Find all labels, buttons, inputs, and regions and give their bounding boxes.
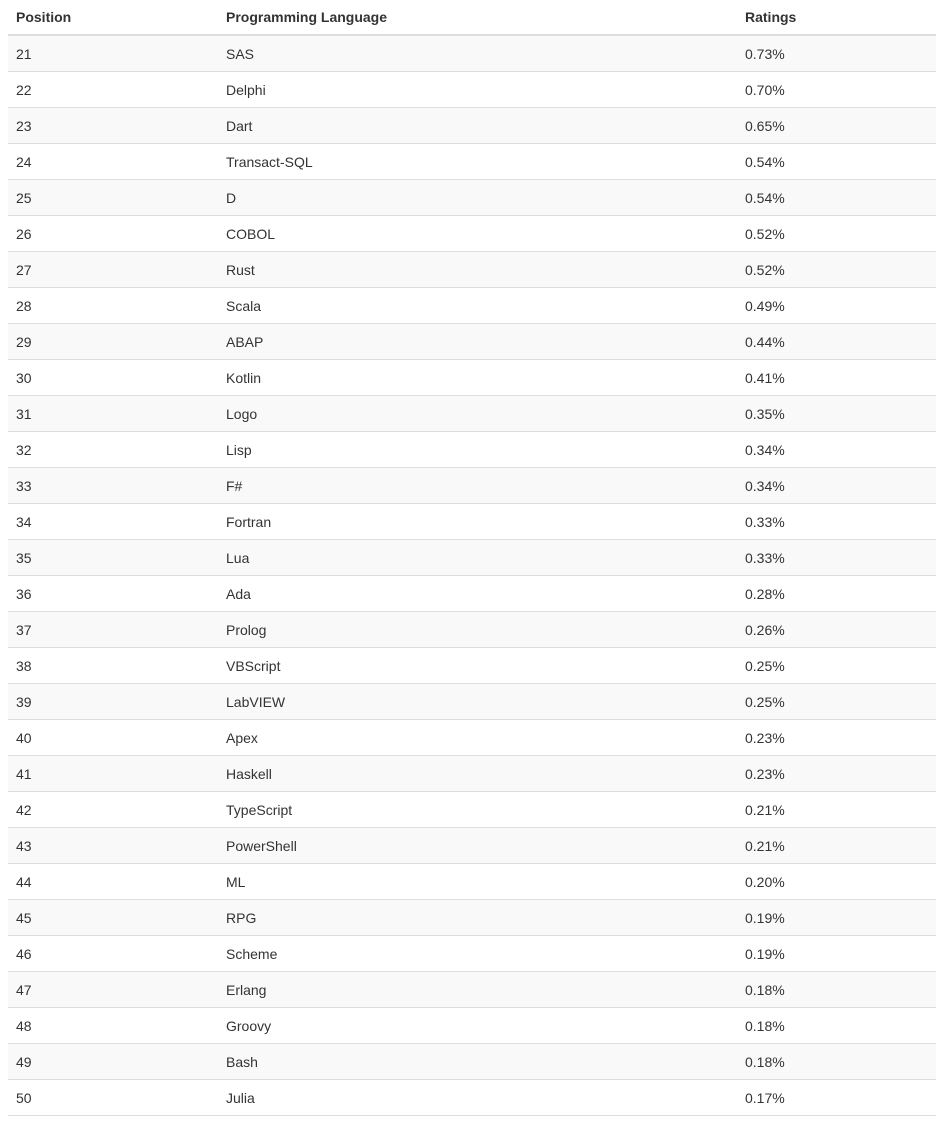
table-row	[8, 1044, 936, 1080]
cell-position: 34	[16, 513, 32, 530]
cell-position: 43	[16, 837, 32, 854]
cell-rating: 0.73%	[745, 45, 785, 62]
cell-position: 24	[16, 153, 32, 170]
table-header	[8, 0, 936, 36]
cell-position: 41	[16, 765, 32, 782]
cell-rating: 0.26%	[745, 621, 785, 638]
table-body	[8, 36, 936, 1116]
header-ratings: Ratings	[745, 9, 797, 25]
cell-rating: 0.52%	[745, 261, 785, 278]
cell-position: 21	[16, 45, 32, 62]
table-row	[8, 612, 936, 648]
cell-language: Dart	[226, 117, 253, 134]
table-row	[8, 864, 936, 900]
cell-rating: 0.23%	[745, 729, 785, 746]
cell-language: Erlang	[226, 981, 267, 998]
cell-language: Lisp	[226, 441, 252, 458]
cell-language: Julia	[226, 1089, 255, 1106]
cell-position: 38	[16, 657, 32, 674]
table-row	[8, 324, 936, 360]
table-row	[8, 972, 936, 1008]
cell-position: 50	[16, 1089, 32, 1106]
cell-rating: 0.17%	[745, 1089, 785, 1106]
table-row	[8, 72, 936, 108]
cell-language: F#	[226, 477, 243, 494]
cell-rating: 0.54%	[745, 189, 785, 206]
header-position: Position	[16, 9, 72, 25]
cell-rating: 0.19%	[745, 909, 785, 926]
table-row	[8, 540, 936, 576]
table-row	[8, 576, 936, 612]
cell-language: Apex	[226, 729, 258, 746]
table-row	[8, 936, 936, 972]
cell-language: Fortran	[226, 513, 272, 530]
cell-language: RPG	[226, 909, 257, 926]
cell-rating: 0.54%	[745, 153, 785, 170]
cell-language: Rust	[226, 261, 255, 278]
cell-rating: 0.49%	[745, 297, 785, 314]
cell-language: Scala	[226, 297, 262, 314]
table-row	[8, 288, 936, 324]
cell-language: PowerShell	[226, 837, 297, 854]
table-row	[8, 216, 936, 252]
cell-language: Delphi	[226, 81, 266, 98]
cell-language: Scheme	[226, 945, 278, 962]
cell-rating: 0.65%	[745, 117, 785, 134]
cell-rating: 0.23%	[745, 765, 785, 782]
table-row	[8, 1008, 936, 1044]
cell-position: 35	[16, 549, 32, 566]
cell-rating: 0.18%	[745, 1017, 785, 1034]
cell-position: 23	[16, 117, 32, 134]
cell-position: 36	[16, 585, 32, 602]
cell-rating: 0.28%	[745, 585, 785, 602]
cell-language: Logo	[226, 405, 258, 422]
cell-rating: 0.33%	[745, 549, 785, 566]
table-row	[8, 1080, 936, 1116]
cell-position: 29	[16, 333, 32, 350]
cell-language: Haskell	[226, 765, 272, 782]
cell-rating: 0.18%	[745, 981, 785, 998]
header-language: Programming Language	[226, 9, 388, 25]
cell-language: COBOL	[226, 225, 276, 242]
table-row	[8, 792, 936, 828]
table-row	[8, 756, 936, 792]
cell-language: D	[226, 189, 237, 206]
cell-rating: 0.25%	[745, 657, 785, 674]
cell-rating: 0.34%	[745, 441, 785, 458]
table-row	[8, 360, 936, 396]
table-row	[8, 396, 936, 432]
cell-language: ML	[226, 873, 246, 890]
cell-language: Bash	[226, 1053, 258, 1070]
table-row	[8, 108, 936, 144]
cell-rating: 0.33%	[745, 513, 785, 530]
table-row	[8, 684, 936, 720]
cell-rating: 0.21%	[745, 801, 785, 818]
cell-language: Groovy	[226, 1017, 272, 1034]
table-row	[8, 144, 936, 180]
cell-language: ABAP	[226, 333, 264, 350]
cell-position: 49	[16, 1053, 32, 1070]
cell-rating: 0.70%	[745, 81, 785, 98]
cell-position: 40	[16, 729, 32, 746]
table-row	[8, 432, 936, 468]
cell-position: 27	[16, 261, 32, 278]
cell-position: 39	[16, 693, 32, 710]
cell-language: TypeScript	[226, 801, 293, 818]
cell-position: 44	[16, 873, 32, 890]
cell-rating: 0.44%	[745, 333, 785, 350]
cell-rating: 0.52%	[745, 225, 785, 242]
cell-language: Lua	[226, 549, 250, 566]
cell-position: 42	[16, 801, 32, 818]
cell-rating: 0.34%	[745, 477, 785, 494]
cell-language: Transact-SQL	[226, 153, 313, 170]
cell-language: Kotlin	[226, 369, 262, 386]
cell-language: Prolog	[226, 621, 267, 638]
cell-position: 48	[16, 1017, 32, 1034]
cell-rating: 0.18%	[745, 1053, 785, 1070]
cell-position: 32	[16, 441, 32, 458]
cell-position: 33	[16, 477, 32, 494]
cell-position: 37	[16, 621, 32, 638]
cell-position: 28	[16, 297, 32, 314]
cell-rating: 0.25%	[745, 693, 785, 710]
cell-language: VBScript	[226, 657, 281, 674]
cell-rating: 0.20%	[745, 873, 785, 890]
table-row	[8, 468, 936, 504]
table-row	[8, 828, 936, 864]
cell-rating: 0.41%	[745, 369, 785, 386]
cell-rating: 0.21%	[745, 837, 785, 854]
cell-position: 47	[16, 981, 32, 998]
cell-position: 30	[16, 369, 32, 386]
cell-position: 45	[16, 909, 32, 926]
table-row	[8, 900, 936, 936]
table-row	[8, 504, 936, 540]
cell-position: 22	[16, 81, 32, 98]
cell-position: 26	[16, 225, 32, 242]
cell-language: LabVIEW	[226, 693, 286, 710]
table-row	[8, 36, 936, 72]
table-row	[8, 648, 936, 684]
ratings-table	[8, 0, 936, 1116]
cell-rating: 0.19%	[745, 945, 785, 962]
cell-position: 46	[16, 945, 32, 962]
cell-position: 31	[16, 405, 32, 422]
cell-language: SAS	[226, 45, 255, 62]
cell-language: Ada	[226, 585, 251, 602]
table-row	[8, 180, 936, 216]
cell-position: 25	[16, 189, 32, 206]
cell-rating: 0.35%	[745, 405, 785, 422]
table-row	[8, 720, 936, 756]
table-row	[8, 252, 936, 288]
